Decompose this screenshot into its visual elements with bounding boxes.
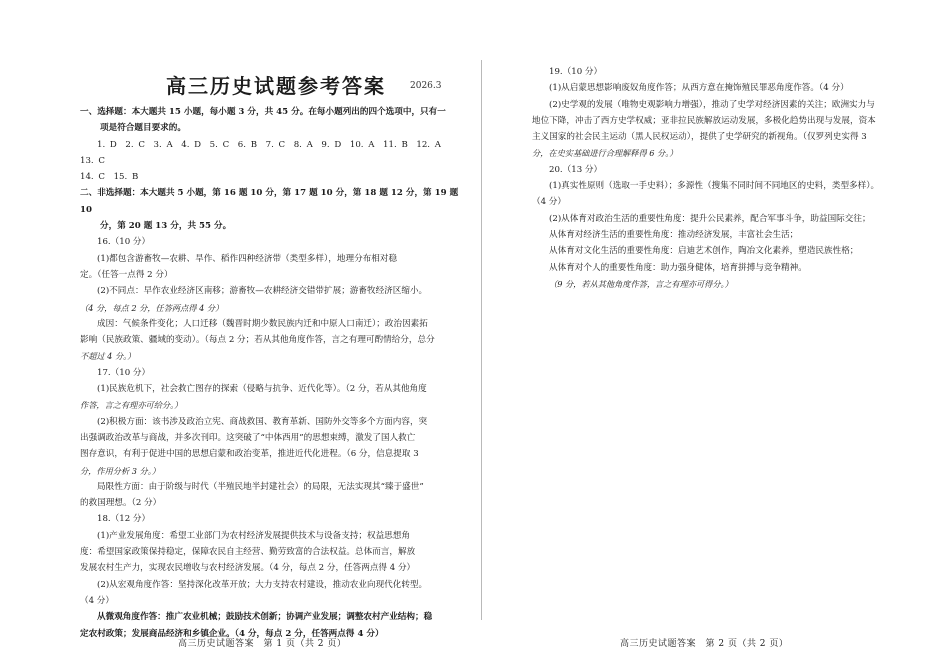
document-title: 高三历史试题参考答案 — [166, 74, 386, 98]
question-17 — [80, 365, 460, 512]
section-choice-heading: 一、选择题：本大题共 15 小题，每小题 3 分，共 45 分。在每小题列出的四个选项中，只有一 — [80, 107, 446, 117]
q18-part3: 从微观角度作答：推广农业机械；鼓励技术创新；协调产业发展；调整农村产业结构；稳 — [97, 612, 433, 623]
question-16-number: 16.（10 分） — [97, 237, 151, 248]
q18-part2-score: （4 分） — [80, 595, 114, 606]
q19-part2-cont-1: 地位下降，冲击了西方史学权威；亚非拉民族解放运动发展，多极化趋势出现与发展，资本 — [532, 115, 876, 126]
q17-part2-score: 分，作用分析 3 分。） — [80, 465, 161, 476]
q20-part2-score: （9 分，若从其他角度作答，言之有理亦可得分。） — [549, 278, 733, 289]
question-18-number: 18.（12 分） — [97, 514, 151, 525]
section-nonchoice-heading-cont: 分，第 20 题 13 分，共 55 分。 — [100, 221, 232, 232]
q19-part2-cont-2: 主义国家的社会民主运动（黑人民权运动），提供了史学研究的新视角。（仅罗列史实得 3 — [532, 132, 867, 143]
q20-part2-culture: 从体育对文化生活的重要性角度：启迪艺术创作，陶冶文化素养，塑造民族性格； — [549, 246, 859, 257]
q17-part3: 局限性方面：由于阶级与时代（半殖民地半封建社会）的局限，无法实现其“臻于盛世” — [97, 481, 424, 492]
page-2-content — [532, 64, 932, 292]
page-2 — [484, 0, 950, 663]
q19-part1: (1)从启蒙思想影响废奴角度作答；从西方意在掩饰殖民罪恶角度作答。（4 分） — [549, 83, 849, 94]
question-18 — [80, 511, 460, 641]
q19-part2-score: 分，在史实基础进行合理解释得 6 分。） — [532, 148, 678, 159]
q17-part1-score: 作答，言之有理亦可给分。） — [80, 400, 183, 411]
q18-part3-cont: 定农村政策；发展商品经济和乡镇企业。（4 分，每点 2 分，任答两点得 4 分） — [80, 628, 384, 639]
question-20 — [532, 162, 932, 292]
q17-part3-cont: 的救国理想。（2 分） — [80, 498, 162, 509]
q16-part2: (2)不同点：早作农业经济区南移；游畜牧—农耕经济交错带扩展；游畜牧经济区缩小。 — [97, 286, 428, 297]
page-divider — [481, 60, 482, 620]
q16-part1: (1)都包含游畜牧—农耕、旱作、稻作四种经济带（类型多样），地理分布相对稳 — [97, 253, 398, 264]
question-20-number: 20.（13 分） — [549, 164, 603, 175]
q20-part2: (2)从体育对政治生活的重要性角度：提升公民素养，配合军事斗争，助益国际交往； — [549, 213, 871, 224]
choice-answers-row-1: 1. D 2. C 3. A 4. D 5. C 6. B 7. C 8. A 9. D 10. A 11. B 12. A 13. C — [80, 139, 450, 166]
q17-part2-cont-1: 出强调政治改革与商战，并多次刊印。这突破了“中体西用”的思想束缚，激发了国人救亡 — [80, 432, 416, 443]
choice-answers-row-2: 14. C 15. B — [80, 172, 139, 183]
section-nonchoice — [80, 185, 460, 234]
q16-part3-cont: 影响（民族政策、疆域的变动）。（每点 2 分；若从其他角度作答，言之有理可酌情给分，总分 — [80, 335, 435, 346]
q17-part2-cont-2: 图存意识，有利于促进中国的思想启蒙和政治变革，推进近代化进程。（6 分，信息提取 3 — [80, 449, 419, 460]
q20-part2-individual: 从体育对个人的重要性角度：助力强身健体，培育拼搏与竞争精神。 — [549, 262, 807, 273]
question-19 — [532, 64, 932, 162]
q18-part1: (1)产业发展角度：希望工业部门为农村经济发展提供技术与设备支持；权益思想角 — [97, 530, 410, 541]
q17-part2: (2)积极方面：该书涉及政治立宪、商战救国、教育革新、国防外交等多个方面内容，突 — [97, 416, 428, 427]
q16-part1-cont: 定。（任答一点得 2 分） — [80, 269, 173, 280]
page-2-footer: 高三历史试题答案 第 2 页（共 2 页） — [620, 639, 789, 649]
q18-part1-cont-1: 度：希望国家政策保持稳定，保障农民自主经营、勤劳致富的合法权益。总体而言，解放 — [80, 547, 416, 558]
q20-part2-economy: 从体育对经济生活的重要性角度：推动经济发展，丰富社会生活； — [549, 229, 799, 240]
q18-part2: (2)从宏观角度作答：坚持深化改革开放；大力支持农村建设，推动农业向现代化转型。 — [97, 579, 428, 590]
section-choice-heading-cont: 项是符合题目要求的。 — [100, 123, 186, 134]
q16-part3: 成因：气候条件变化；人口迁移（魏晋时期少数民族内迁和中原人口南迁）；政治因素拓 — [97, 318, 428, 329]
q20-part1: (1)真实性原则（选取一手史料）；多源性（搜集不同时间不同地区的史料，类型多样）。 — [549, 181, 880, 192]
page-1-footer: 高三历史试题答案 第 1 页（共 2 页） — [178, 639, 347, 649]
q17-part1: (1)民族危机下，社会救亡图存的探索（侵略与抗争、近代化等）。（2 分，若从其他角度 — [97, 384, 427, 395]
q20-part1-score: （4 分） — [532, 197, 566, 208]
page-1-content — [80, 104, 460, 642]
document-date: 2026.3 — [410, 81, 442, 91]
q18-part1-cont-2: 发展农村生产力，实现农民增收与农村经济发展。（4 分，每点 2 分，任答两点得 4 分） — [80, 563, 416, 574]
question-16 — [80, 234, 460, 364]
q16-part3-score: 不超过 4 分。） — [80, 351, 136, 362]
q16-part2-score: （4 分，每点 2 分，任答两点得 4 分） — [80, 302, 224, 313]
q19-part2: (2)史学观的发展（唯物史观影响力增强），推动了史学对经济因素的关注；欧洲实力与 — [549, 99, 875, 110]
section-nonchoice-heading: 二、非选择题：本大题共 5 小题，第 16 题 10 分，第 17 题 10 分，第 18 题 12 分，第 19 题 10 — [80, 188, 459, 215]
question-17-number: 17.（10 分） — [97, 367, 151, 378]
section-choice — [80, 104, 460, 185]
question-19-number: 19.（10 分） — [549, 67, 603, 77]
